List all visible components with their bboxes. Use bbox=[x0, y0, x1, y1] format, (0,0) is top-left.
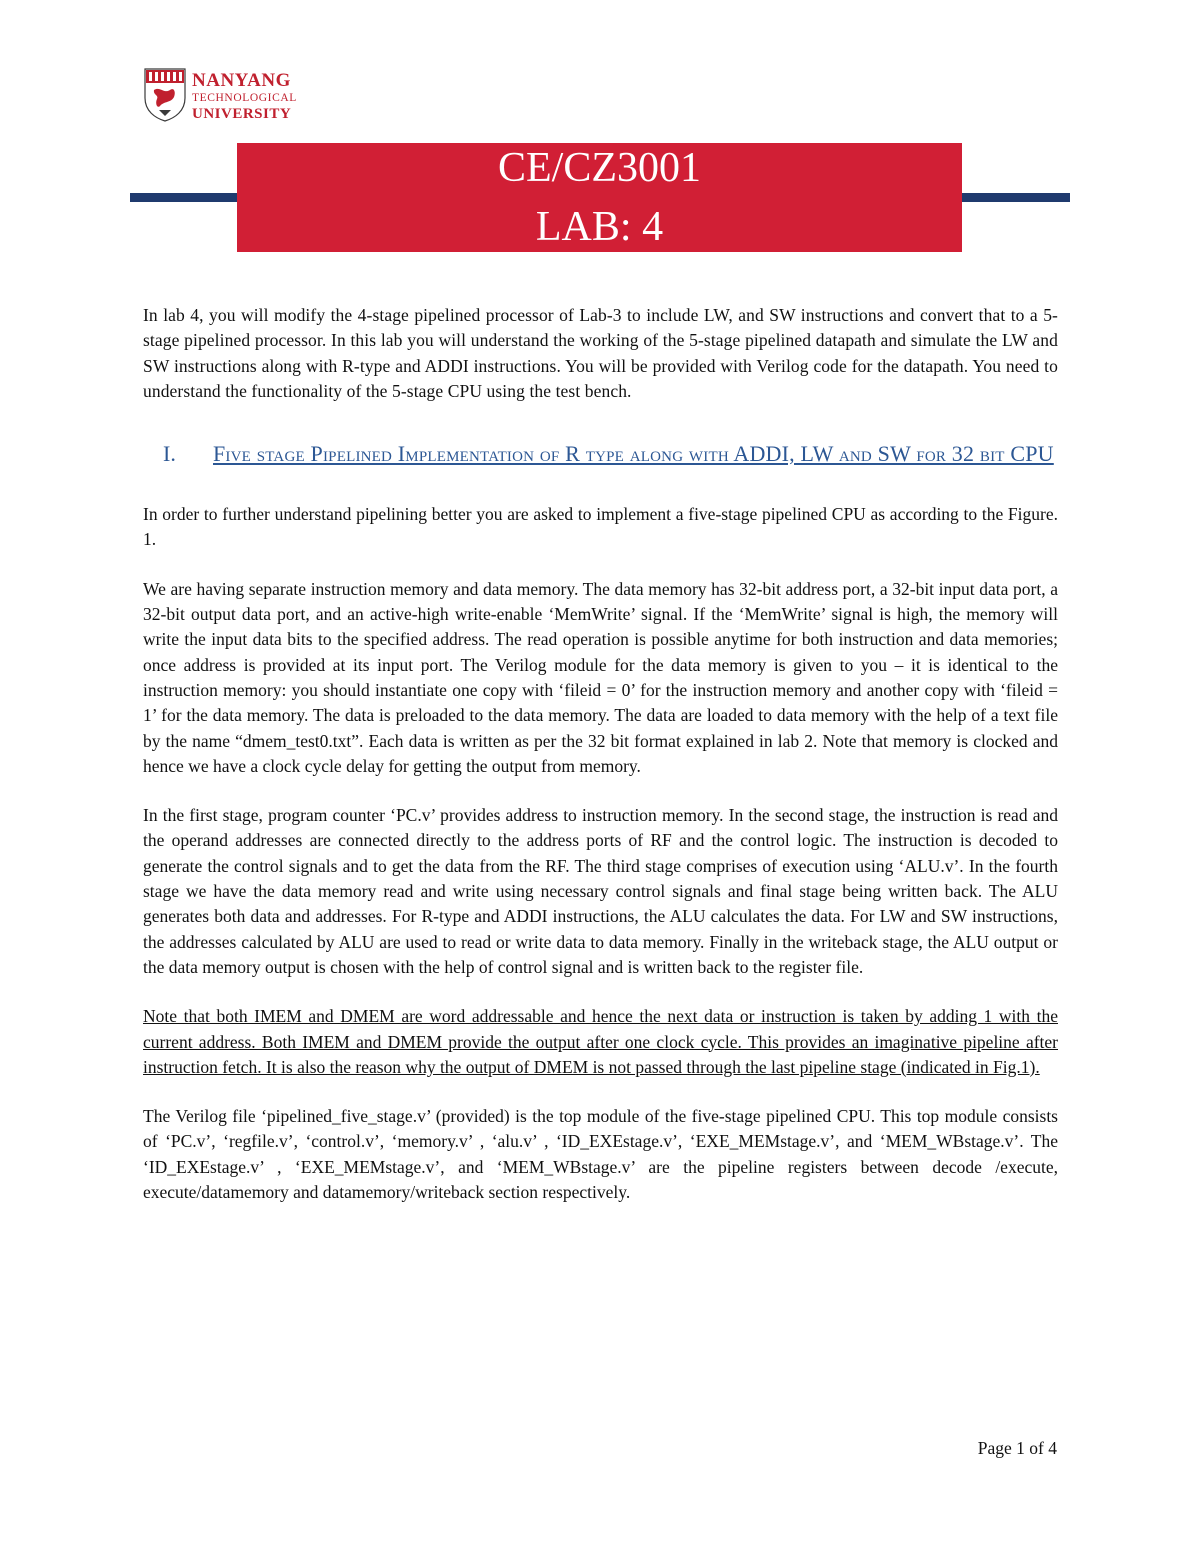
section-number: I. bbox=[163, 441, 176, 467]
paragraph-data-memory: We are having separate instruction memory and data memory. The data memory has 32-bit address port, a 32-bit input data port, a 32-bit output data port, and an active-high write-enable ‘MemWrite’ signal. If the ‘MemWrite’ signal is high, the memory will write the input data bits to the specified address. The read operation is possible anytime for both instruction and data memories; once address is provided at its input port. The Verilog module for the data memory is given to you – it is identical to the instruction memory: you should instantiate one copy with ‘fileid = 0’ for the instruction memory and another copy with ‘fileid = 1’ for the data memory. The data is preloaded to the data memory. The data are loaded to data memory with the help of a text file by the name “dmem_test0.txt”. Each data is written as per the 32 bit format explained in lab 2. Note that memory is clocked and hence we have a clock cycle delay for getting the output from memory. bbox=[143, 578, 1058, 776]
university-crest-icon bbox=[144, 68, 186, 122]
lab-number: LAB: 4 bbox=[535, 204, 664, 250]
title-banner bbox=[237, 143, 962, 252]
page-number: Page 1 of 4 bbox=[977, 1438, 1057, 1458]
logo-line-technological: TECHNOLOGICAL bbox=[192, 92, 297, 104]
university-logo bbox=[144, 68, 297, 124]
course-code: CE/CZ3001 bbox=[497, 145, 701, 191]
logo-wordmark bbox=[192, 71, 297, 122]
section-heading bbox=[143, 438, 1058, 470]
document-body bbox=[143, 303, 1058, 1205]
logo-line-nanyang: NANYANG bbox=[192, 70, 291, 91]
logo-line-university: UNIVERSITY bbox=[192, 105, 292, 122]
section-title: Five stage Pipelined Implementation of R type along with ADDI, LW and SW for 32 bit CPU bbox=[213, 441, 1054, 467]
paragraph-pipeline-stages: In the first stage, program counter ‘PC.v’ provides address to instruction memory. In the second stage, the instruction is read and the operand addresses are connected directly to the address ports of RF and the control logic. The instruction is decoded to generate the control signals and to get the data from the RF. The third stage comprises of execution using ‘ALU.v’. In the fourth stage we have the data memory read and write using necessary control signals and final stage being written back. The ALU generates both data and addresses. For R-type and ADDI instructions, the ALU calculates the data. For LW and SW instructions, the addresses calculated by ALU are used to read or write data to data memory. Finally in the writeback stage, the ALU output or the data memory output is chosen with the help of control signal and is written back to the register file. bbox=[143, 805, 1058, 977]
intro-paragraph: In lab 4, you will modify the 4-stage pipelined processor of Lab-3 to include LW, and SW instructions and convert that to a 5-stage pipelined processor. In this lab you will understand the working of the 5-stage pipelined datapath and simulate the LW and SW instructions along with R-type and ADDI instructions. You will be provided with Verilog code for the datapath. You need to understand the functionality of the 5-stage CPU using the test bench. bbox=[143, 305, 1058, 401]
paragraph-top-module: The Verilog file ‘pipelined_five_stage.v’ (provided) is the top module of the five-stage pipelined CPU. This top module consists of ‘PC.v’, ‘regfile.v’, ‘control.v’, ‘memory.v’ , ‘alu.v’ , ‘ID_EXEstage.v’, ‘EXE_MEMstage.v’, and ‘MEM_WBstage.v’. The ‘ID_EXEstage.v’ , ‘EXE_MEMstage.v’, and ‘MEM_WBstage.v’ are the pipeline registers between decode /execute, execute/datamemory and datamemory/writeback section respectively. bbox=[143, 1106, 1058, 1203]
paragraph-figure-reference: In order to further understand pipelining better you are asked to implement a five-stage pipelined CPU as according to the Figure. 1. bbox=[143, 504, 1058, 550]
note-paragraph: Note that both IMEM and DMEM are word addressable and hence the next data or instruction is taken by adding 1 with the current address. Both IMEM and DMEM provide the output after one clock cycle. This provides an imaginative pipeline after instruction fetch. It is also the reason why the output of DMEM is not passed through the last pipeline stage (indicated in Fig.1). bbox=[143, 1006, 1058, 1077]
